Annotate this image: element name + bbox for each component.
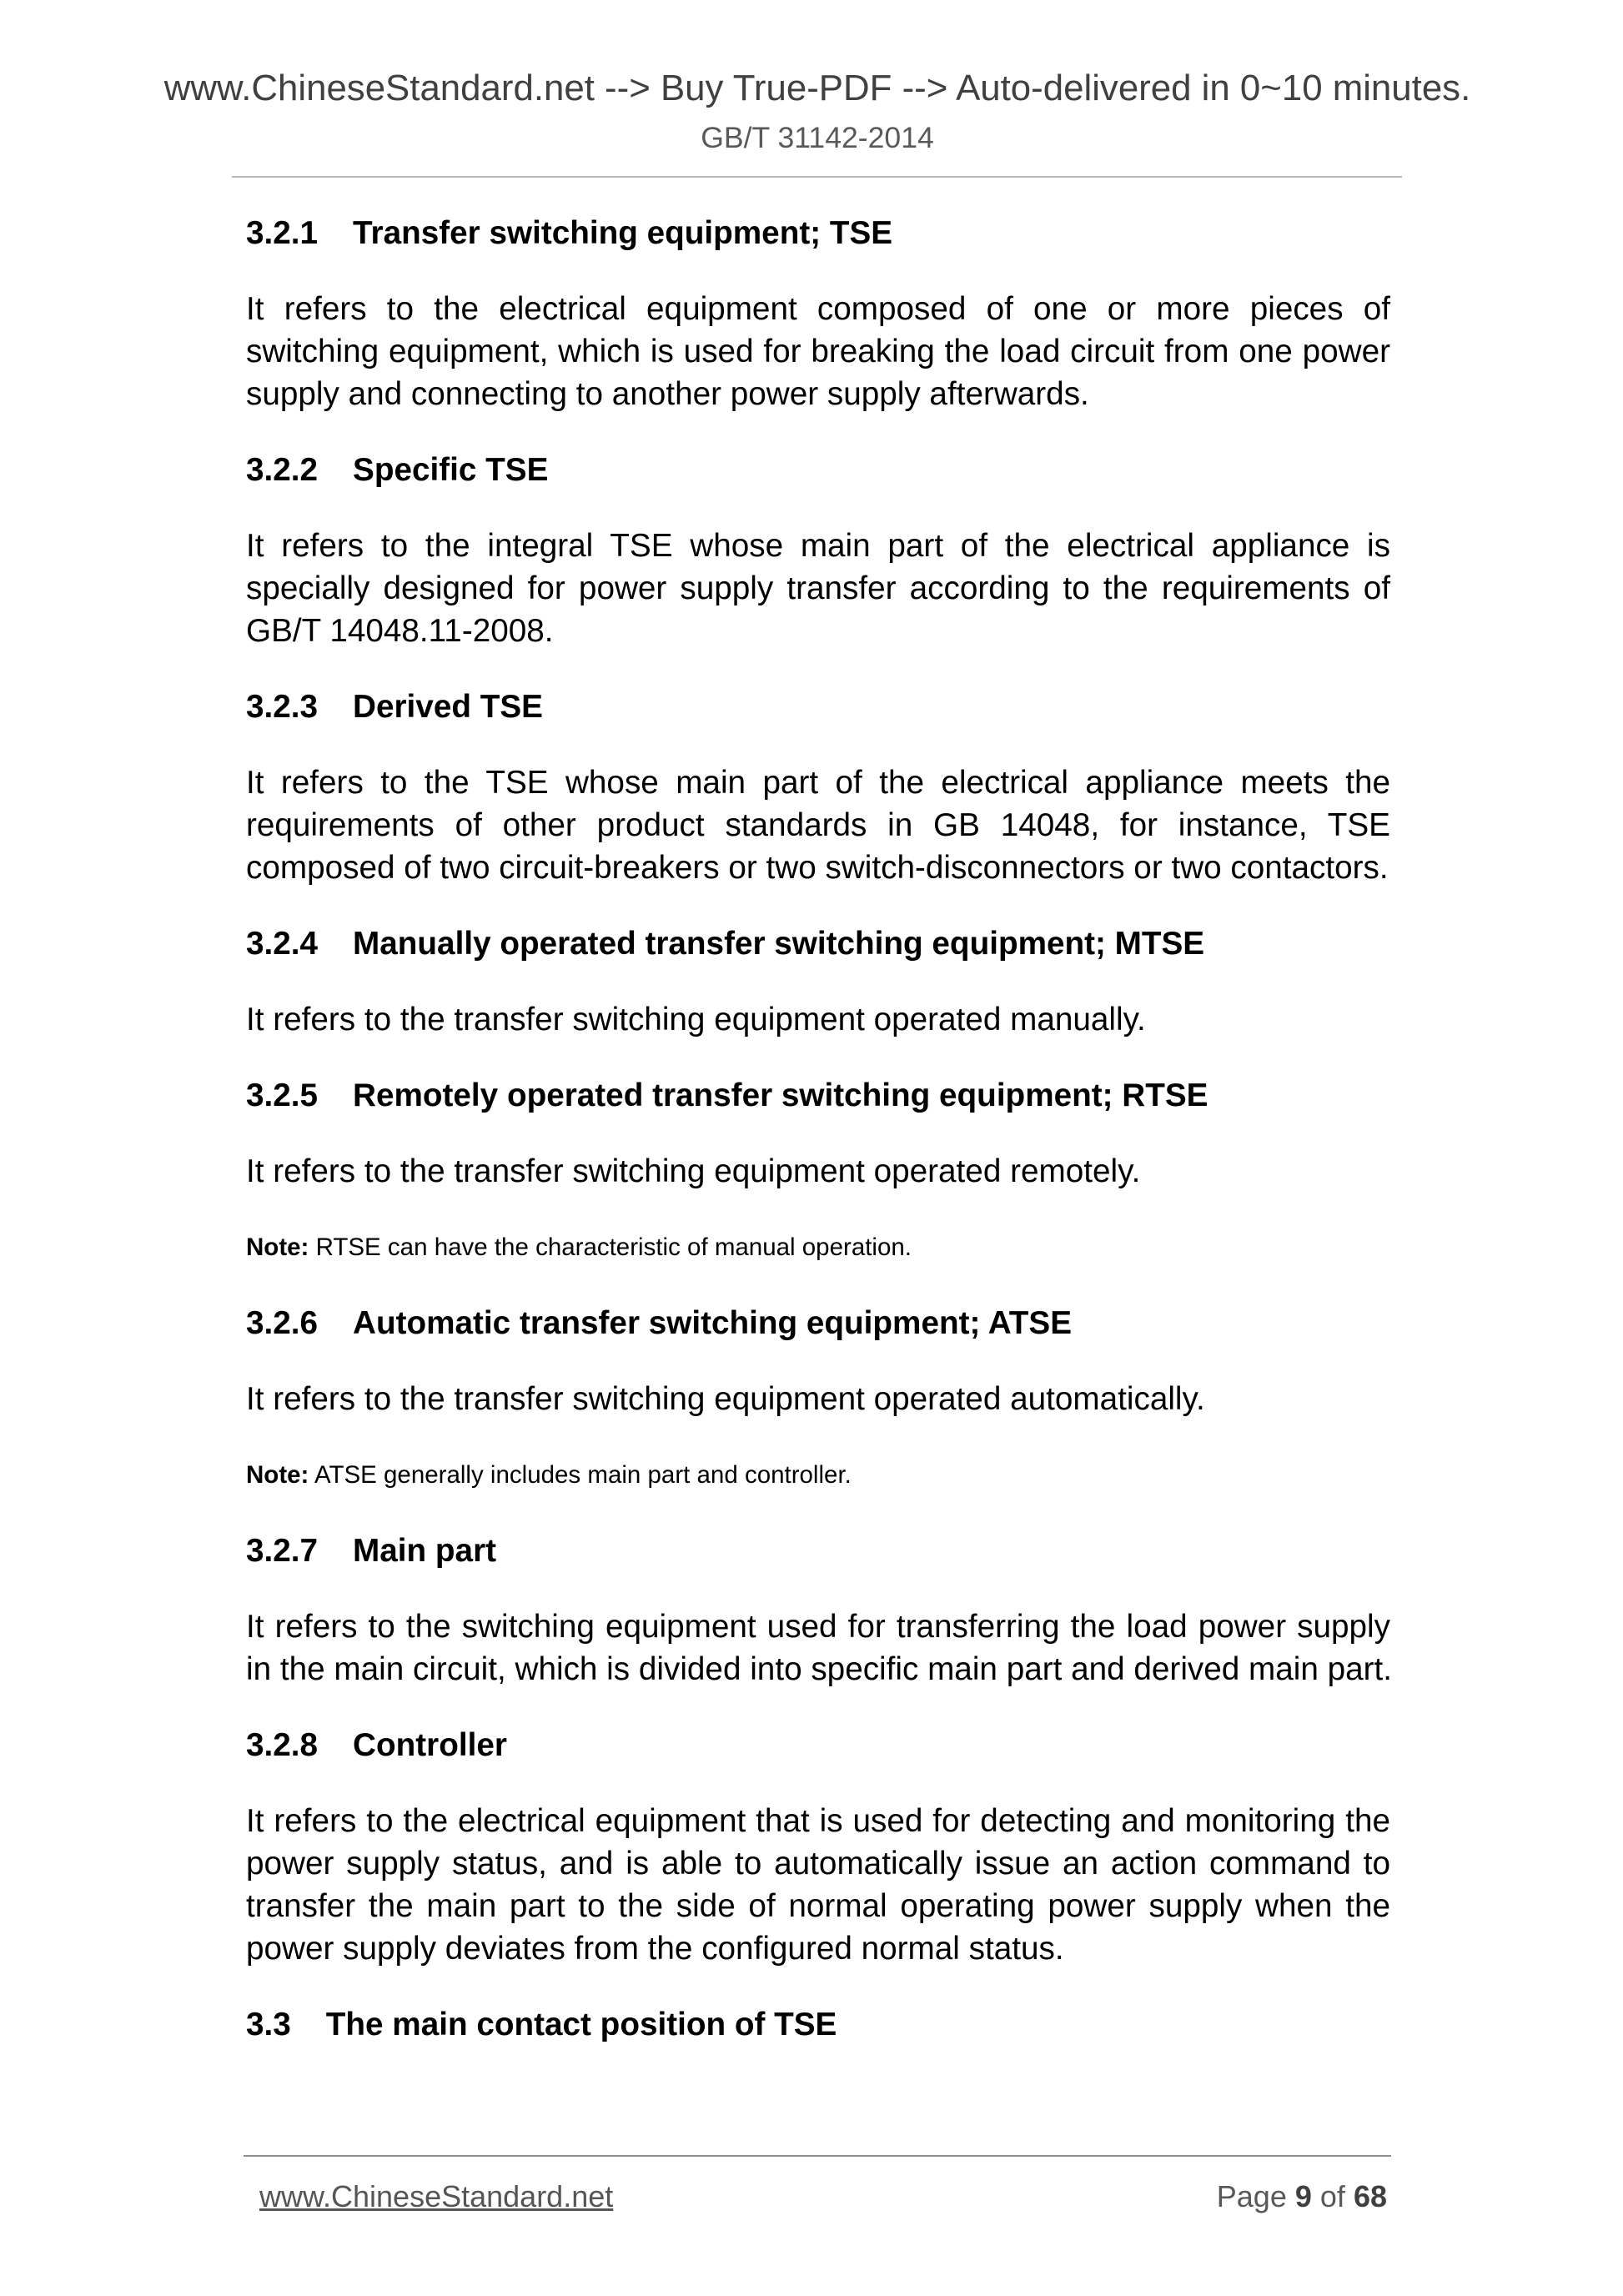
text-line: in the main circuit, which is divided into specific main part and derived main part. <box>246 1651 1393 1687</box>
page-label: Page <box>1216 2179 1287 2213</box>
clause-heading <box>246 1302 1390 1344</box>
text-line: It refers to the electrical equipment that is used for detecting and monitoring the <box>246 1803 1390 1839</box>
clause-heading <box>246 2003 1390 2046</box>
clause-3-2-2 <box>246 449 1390 652</box>
text-line: It refers to the transfer switching equipment operated remotely. <box>246 1153 1141 1189</box>
text-line: It refers to the switching equipment used for transferring the load power supply <box>246 1609 1390 1645</box>
clause-heading <box>246 1074 1390 1117</box>
clause-number: 3.2.4 <box>246 926 319 962</box>
clause-number: 3.2.7 <box>246 1533 319 1569</box>
clause-title: Controller <box>353 1727 507 1763</box>
clause-definition <box>246 288 1390 415</box>
clause-number: 3.2.6 <box>246 1305 319 1341</box>
text-line: It refers to the TSE whose main part of the electrical appliance meets the <box>246 765 1390 801</box>
clause-definition <box>246 761 1390 889</box>
standard-code: GB/T 31142-2014 <box>701 121 934 154</box>
page-of-label: of <box>1319 2179 1345 2213</box>
text-line: power supply deviates from the configured normal status. <box>246 1931 1064 1967</box>
clause-3-2-5 <box>246 1074 1390 1269</box>
clause-3-2-6 <box>246 1302 1390 1496</box>
footer-site-link[interactable]: www.ChineseStandard.net <box>259 2179 614 2213</box>
clause-number: 3.2.8 <box>246 1727 319 1763</box>
clause-number: 3.3 <box>246 2007 291 2042</box>
note-text: ATSE generally includes main part and controller. <box>314 1461 852 1489</box>
clause-heading <box>246 212 1390 254</box>
clause-number: 3.2.2 <box>246 452 319 488</box>
clause-definition <box>246 525 1390 652</box>
note-text: RTSE can have the characteristic of manual operation. <box>315 1233 912 1261</box>
clause-3-2-4 <box>246 922 1390 1041</box>
clause-definition <box>246 1150 1390 1193</box>
note-label: Note: <box>246 1461 309 1489</box>
text-line: It refers to the integral TSE whose main part of the electrical appliance is <box>246 528 1390 564</box>
clause-3-2-7 <box>246 1530 1393 1691</box>
footer-divider <box>244 2155 1391 2157</box>
clause-definition <box>246 1378 1390 1420</box>
clause-3-2-8 <box>246 1724 1390 1970</box>
clause-heading <box>246 686 1390 728</box>
clause-definition <box>246 998 1390 1041</box>
page-current: 9 <box>1294 2179 1312 2213</box>
clause-title: Derived TSE <box>353 689 543 725</box>
clause-title: The main contact position of TSE <box>325 2007 837 2042</box>
page-total: 68 <box>1353 2179 1387 2213</box>
note <box>246 1454 1390 1496</box>
clause-title: Main part <box>353 1533 497 1569</box>
clause-heading <box>246 449 1390 491</box>
clause-3-3 <box>246 2003 1390 2046</box>
clause-title: Specific TSE <box>353 452 549 488</box>
text-line: GB/T 14048.11-2008. <box>246 613 554 649</box>
text-line: composed of two circuit-breakers or two switch-disconnectors or two contactors. <box>246 850 1389 886</box>
clause-number: 3.2.5 <box>246 1078 319 1113</box>
clause-title: Transfer switching equipment; TSE <box>353 215 893 251</box>
clause-3-2-3 <box>246 686 1390 889</box>
clause-title: Manually operated transfer switching equipment; MTSE <box>353 926 1205 962</box>
clause-definition <box>246 1800 1390 1970</box>
site-banner: www.ChineseStandard.net --> Buy True-PDF --> Auto-delivered in 0~10 minutes. <box>163 68 1471 108</box>
clause-title: Automatic transfer switching equipment; ATSE <box>353 1305 1072 1341</box>
clause-number: 3.2.3 <box>246 689 319 725</box>
text-line: It refers to the electrical equipment composed of one or more pieces of <box>246 291 1390 327</box>
text-line: requirements of other product standards in GB 14048, for instance, TSE <box>246 807 1390 843</box>
note <box>246 1226 1390 1269</box>
document-body <box>246 212 1393 2079</box>
clause-heading <box>246 1724 1390 1766</box>
text-line: specially designed for power supply transfer according to the requirements of <box>246 570 1390 606</box>
text-line: It refers to the transfer switching equipment operated manually. <box>246 1002 1146 1037</box>
note-label: Note: <box>246 1233 309 1261</box>
header-divider <box>232 176 1402 178</box>
clause-title: Remotely operated transfer switching equipment; RTSE <box>353 1078 1208 1113</box>
clause-3-2-1 <box>246 212 1390 415</box>
text-line: It refers to the transfer switching equipment operated automatically. <box>246 1381 1205 1417</box>
clause-heading <box>246 922 1390 965</box>
text-line: power supply status, and is able to automatically issue an action command to <box>246 1846 1390 1882</box>
clause-definition <box>246 1605 1393 1691</box>
text-line: supply and connecting to another power supply afterwards. <box>246 376 1089 412</box>
text-line: switching equipment, which is used for breaking the load circuit from one power <box>246 334 1390 369</box>
clause-heading <box>246 1530 1390 1572</box>
text-line: transfer the main part to the side of normal operating power supply when the <box>246 1888 1390 1924</box>
page-indicator <box>1217 2175 1387 2218</box>
clause-number: 3.2.1 <box>246 215 319 251</box>
